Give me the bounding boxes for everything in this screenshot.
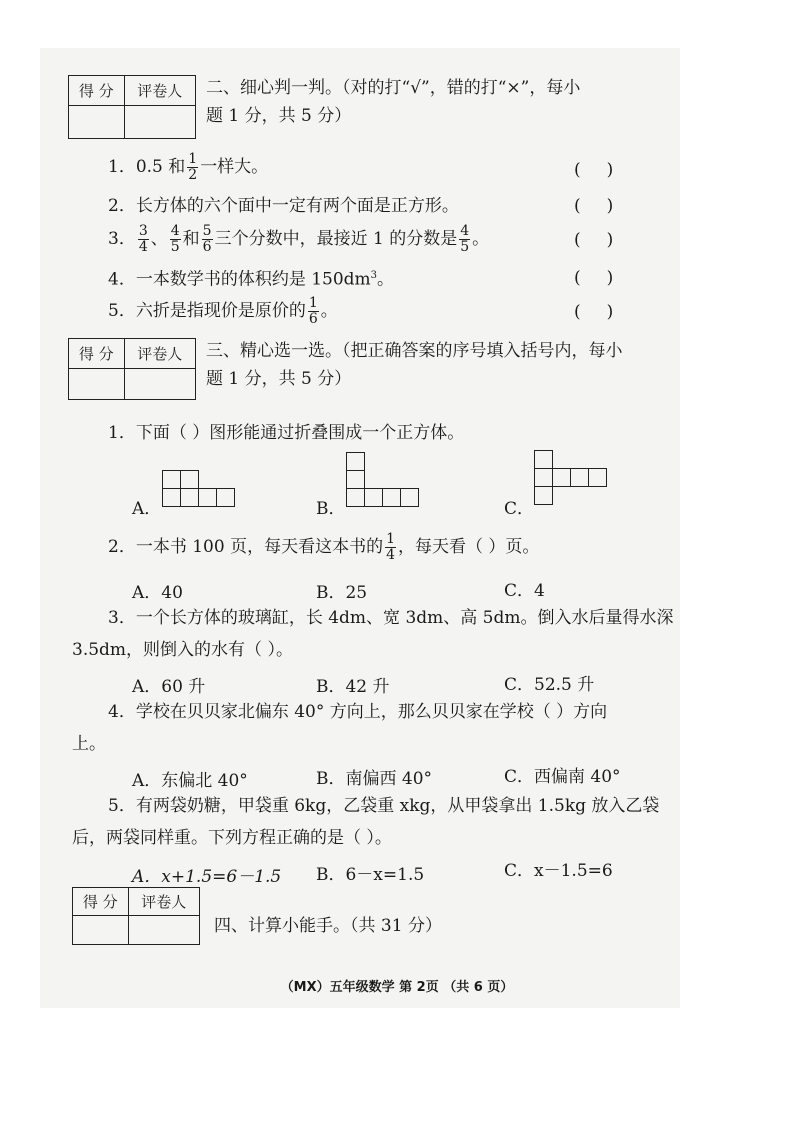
- choice-q5-line2: 后，两袋同样重。下列方程正确的是（ ）。: [72, 828, 392, 848]
- choice-q5-line1: 5．有两袋奶糖，甲袋重 6kg，乙袋重 xkg，从甲袋拿出 1.5kg 放入乙袋: [108, 796, 660, 816]
- option-q4-a[interactable]: A．东偏北 40°: [132, 771, 248, 791]
- page-footer: （MX）五年级数学 第 2页 （共 6 页）: [280, 980, 514, 995]
- option-q5-b[interactable]: B．6－x=1.5: [316, 865, 425, 885]
- option-q4-c[interactable]: C．西偏南 40°: [504, 767, 621, 787]
- choice-q4-line2: 上。: [72, 734, 106, 754]
- judge-q4: 4．一本数学书的体积约是 $150dm^3$。: [108, 269, 395, 290]
- judge-q3: 3． $\frac{3}{4}$ 、 $\frac{4}{5}$ 和 $\frac{5}{6}$ 三个分数中，最接近 1 的分数是 $\frac{4}{5}$ 。: [108, 223, 490, 255]
- answer-paren-q3[interactable]: ( ): [574, 230, 614, 250]
- score-box-section4: [72, 887, 200, 945]
- option-q4-b[interactable]: B．南偏西 40°: [316, 769, 433, 789]
- choice-q1: 1．下面（ ）图形能通过折叠围成一个正方体。: [108, 423, 465, 443]
- option-q5-c[interactable]: C．x－1.5=6: [504, 861, 613, 881]
- option-q1-b[interactable]: B．: [316, 499, 346, 519]
- choice-q2: 2．一本书 100 页，每天看这本书的 $\frac{1}{4}$ ，每天看（ ）页。: [108, 531, 540, 563]
- option-q3-a[interactable]: A．60 升: [132, 677, 206, 697]
- score-cell[interactable]: [73, 916, 129, 945]
- grader-cell[interactable]: [124, 106, 195, 139]
- option-q3-b[interactable]: B．42 升: [316, 677, 390, 697]
- grader-label: 评卷人: [124, 76, 195, 106]
- option-q1-c[interactable]: C．: [504, 499, 535, 519]
- score-cell[interactable]: [69, 106, 125, 139]
- choice-q3-line1: 3．一个长方体的玻璃缸，长 4dm、宽 3dm、高 5dm。倒入水后量得水深: [108, 608, 674, 628]
- judge-q1: 1．0.5 和 $\frac{1}{2}$ 一样大。: [108, 151, 269, 183]
- option-q2-a[interactable]: A．40: [132, 583, 183, 603]
- option-q3-c[interactable]: C．52.5 升: [504, 675, 595, 695]
- grader-cell[interactable]: [128, 916, 199, 945]
- section3-title-line2: 题 1 分，共 5 分）: [206, 369, 352, 389]
- answer-paren-q1[interactable]: ( ): [574, 160, 614, 180]
- answer-paren-q5[interactable]: ( ): [574, 302, 614, 322]
- section3-title-line1: 三、精心选一选。（把正确答案的序号填入括号内，每小: [206, 341, 623, 361]
- grader-label: 评卷人: [124, 339, 195, 369]
- option-q5-a[interactable]: A．x+1.5=6－1.5: [132, 867, 282, 887]
- grader-label: 评卷人: [128, 888, 199, 916]
- answer-paren-q2[interactable]: ( ): [574, 196, 614, 216]
- score-box-section2: [68, 75, 196, 139]
- score-label: 得 分: [69, 339, 125, 369]
- option-q2-b[interactable]: B．25: [316, 583, 368, 603]
- section4-title: 四、计算小能手。（共 31 分）: [214, 916, 442, 936]
- score-box-section3: [68, 338, 196, 400]
- section2-title-line1: 二、细心判一判。（对的打“√”，错的打“×”，每小: [206, 78, 581, 98]
- judge-q5: 5．六折是指现价是原价的 $\frac{1}{6}$ 。: [108, 295, 338, 327]
- score-label: 得 分: [69, 76, 125, 106]
- score-label: 得 分: [73, 888, 129, 916]
- section2-title-line2: 题 1 分，共 5 分）: [206, 106, 352, 126]
- choice-q3-line2: 3.5dm，则倒入的水有（ ）。: [72, 640, 293, 660]
- judge-q2: 2．长方体的六个面中一定有两个面是正方形。: [108, 196, 459, 216]
- grader-cell[interactable]: [124, 369, 195, 400]
- option-q2-c[interactable]: C．4: [504, 581, 545, 601]
- choice-q4-line1: 4．学校在贝贝家北偏东 40° 方向上，那么贝贝家在学校（ ）方向: [108, 702, 608, 722]
- answer-paren-q4[interactable]: ( ): [574, 268, 614, 288]
- option-q1-a[interactable]: A．: [132, 499, 162, 519]
- score-cell[interactable]: [69, 369, 125, 400]
